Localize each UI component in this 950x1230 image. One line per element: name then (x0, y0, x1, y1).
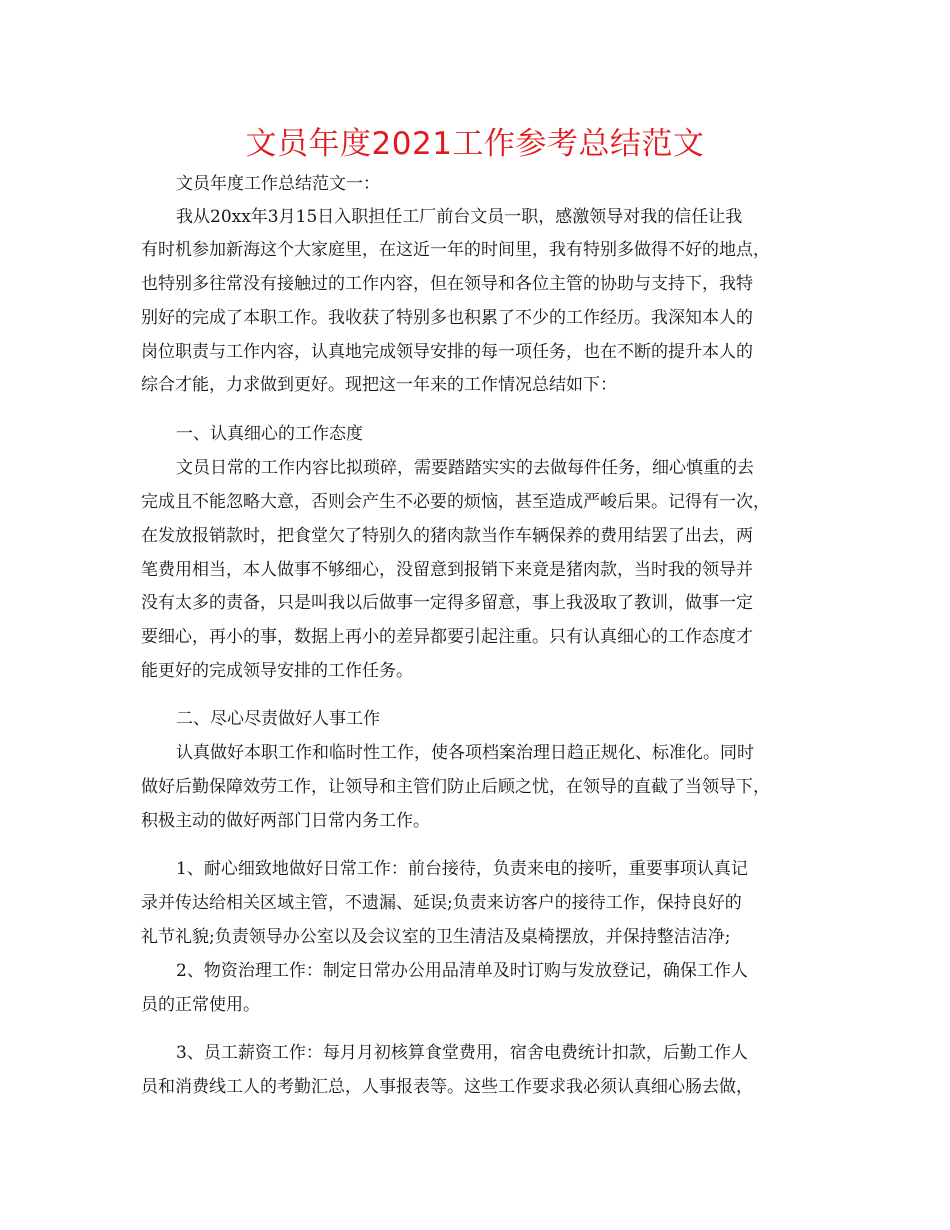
text-line: 能更好的完成领导安排的工作任务。 (141, 661, 413, 681)
text-line: 礼节礼貌;负责领导办公室以及会议室的卫生清洁及桌椅摆放，并保持整洁洁净; (141, 927, 731, 947)
text-line: 在发放报销款时，把食堂欠了特别久的猪肉款当作车辆保养的费用结罢了出去，两 (141, 526, 753, 546)
text-line: 录并传达给相关区域主管，不遗漏、延误;负责来访客户的接待工作，保持良好的 (141, 893, 742, 913)
text-line: 文员年度工作总结范文一： (176, 174, 380, 194)
text-line: 也特别多往常没有接触过的工作内容，但在领导和各位主管的协助与支持下，我特 (141, 274, 753, 294)
text-line: 有时机参加新海这个大家庭里，在这近一年的时间里，我有特别多做得不好的地点， (141, 240, 770, 260)
text-line: 员和消费线工人的考勤汇总，人事报表等。这些工作要求我必须认真细心肠去做， (141, 1077, 753, 1097)
text-line: 认真做好本职工作和临时性工作，使各项档案治理日趋正规化、标准化。同时 (176, 743, 754, 763)
text-line: 员的正常使用。 (141, 995, 260, 1015)
text-line: 笔费用相当，本人做事不够细心，没留意到报销下来竟是猪肉款，当时我的领导并 (141, 560, 753, 580)
text-line: 文员日常的工作内容比拟琐碎，需要踏踏实实的去做每件任务，细心慎重的去 (176, 458, 754, 478)
text-line: 别好的完成了本职工作。我收获了特别多也积累了不少的工作经历。我深知本人的 (141, 308, 753, 328)
section-heading: 二、尽心尽责做好人事工作 (176, 709, 380, 729)
text-line: 岗位职责与工作内容，认真地完成领导安排的每一项任务，也在不断的提升本人的 (141, 342, 753, 362)
section-heading: 一、认真细心的工作态度 (176, 424, 363, 444)
text-line: 综合才能，力求做到更好。现把这一年来的工作情况总结如下： (141, 375, 617, 395)
document-title: 文员年度2021工作参考总结范文 (245, 126, 705, 162)
text-line: 3、员工薪资工作：每月月初核算食堂费用，宿舍电费统计扣款，后勤工作人 (176, 1043, 748, 1063)
text-line: 完成且不能忽略大意，否则会产生不必要的烦恼，甚至造成严峻后果。记得有一次， (141, 492, 770, 512)
text-line: 我从20xx年3月15日入职担任工厂前台文员一职，感激领导对我的信任让我 (176, 207, 743, 227)
text-line: 1、耐心细致地做好日常工作：前台接待，负责来电的接听，重要事项认真记 (176, 859, 748, 879)
text-line: 2、物资治理工作：制定日常办公用品清单及时订购与发放登记，确保工作人 (176, 961, 748, 981)
text-line: 没有太多的责备，只是叫我以后做事一定得多留意，事上我汲取了教训，做事一定 (141, 593, 753, 613)
text-line: 做好后勤保障效劳工作，让领导和主管们防止后顾之忧，在领导的直截了当领导下， (141, 777, 770, 797)
text-line: 要细心，再小的事，数据上再小的差异都要引起注重。只有认真细心的工作态度才 (141, 627, 753, 647)
text-line: 积极主动的做好两部门日常内务工作。 (141, 811, 430, 831)
